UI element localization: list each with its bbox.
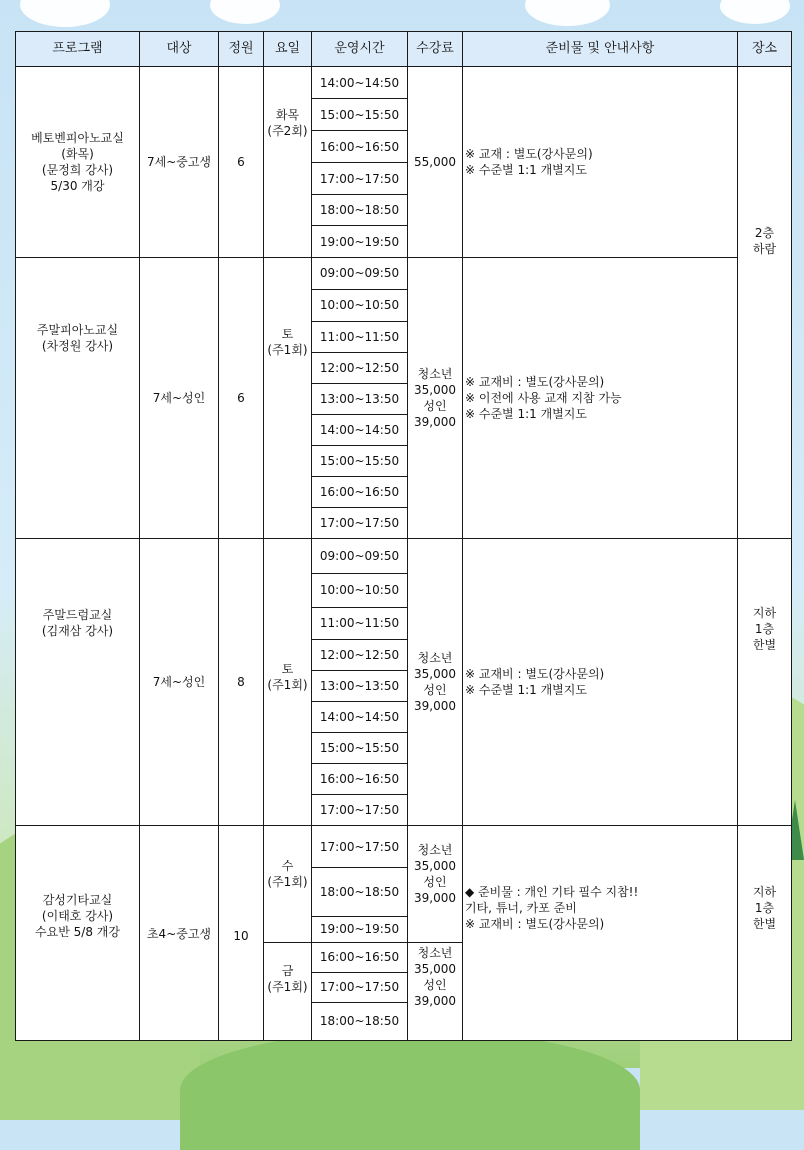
- fee-line: 55,000: [414, 154, 456, 169]
- time-slot-cell: 09:00~09:50: [312, 539, 408, 573]
- header-target: 대상: [140, 32, 219, 67]
- target-cell: 7세~중고생: [140, 67, 219, 258]
- note-line: ※ 수준별 1:1 개별지도: [465, 162, 587, 177]
- fee-line: 39,000: [414, 993, 456, 1008]
- table-row: [16, 826, 792, 868]
- fee-cell: [408, 539, 463, 826]
- table-row: [16, 539, 792, 573]
- target-cell: [140, 826, 219, 1041]
- time-slot-cell: 19:00~19:50: [312, 226, 408, 257]
- day-line: (주1회): [267, 678, 308, 693]
- fee-line: 성인: [423, 398, 447, 413]
- fee-line: 청소년: [417, 651, 453, 666]
- fee-line: 35,000: [414, 382, 456, 397]
- time-slot-cell: 19:00~19:50: [312, 916, 408, 942]
- program-name-line: (이태호 강사): [41, 909, 114, 924]
- header-notes: 준비물 및 안내사항: [463, 32, 738, 67]
- program-schedule-table: [15, 31, 792, 1041]
- time-slot-cell: 18:00~18:50: [312, 1002, 408, 1040]
- table-header-row: [16, 32, 792, 67]
- notes-cell: [463, 257, 738, 539]
- time-slot-cell: 17:00~17:50: [312, 508, 408, 539]
- program-name-cell: [16, 257, 140, 539]
- notes-cell: [463, 539, 738, 826]
- time-slot-cell: 17:00~17:50: [312, 972, 408, 1002]
- time-slot-cell: 13:00~13:50: [312, 383, 408, 414]
- note-line: ◆ 준비물 : 개인 기타 필수 지참!!: [465, 885, 639, 900]
- day-line: 화목: [275, 108, 300, 122]
- cloud-decoration: [210, 0, 280, 24]
- fee-line: 성인: [423, 683, 447, 698]
- time-slot-cell: 15:00~15:50: [312, 446, 408, 477]
- program-name-line: (문정희 강사): [41, 162, 114, 177]
- note-line: ※ 수준별 1:1 개별지도: [465, 683, 587, 698]
- fee-cell: [408, 67, 463, 258]
- day-cell: [264, 257, 312, 539]
- day-line: 수: [281, 859, 294, 874]
- time-slot-cell: 14:00~14:50: [312, 67, 408, 99]
- hill-decoration: [180, 1030, 640, 1150]
- time-slot-cell: 14:00~14:50: [312, 415, 408, 446]
- time-slot-cell: 16:00~16:50: [312, 764, 408, 795]
- target-cell: 7세~성인: [140, 257, 219, 539]
- day-line: 금: [281, 963, 294, 978]
- time-slot-cell: 16:00~16:50: [312, 131, 408, 163]
- program-name-cell: [16, 826, 140, 1041]
- notes-cell: [463, 67, 738, 258]
- program-name-line: (화목): [61, 146, 94, 161]
- fee-line: 35,000: [414, 961, 456, 976]
- time-slot-cell: 16:00~16:50: [312, 477, 408, 508]
- location-line: 지하: [752, 606, 777, 621]
- fee-line: 청소년: [417, 945, 453, 960]
- fee-cell: [408, 942, 463, 1040]
- day-cell: [264, 826, 312, 942]
- note-line: ※ 교재 : 별도(강사문의): [465, 146, 593, 161]
- fee-line: 성인: [423, 875, 447, 890]
- time-slot-cell: 12:00~12:50: [312, 352, 408, 383]
- header-capacity: 정원: [219, 32, 264, 67]
- time-slot-cell: 09:00~09:50: [312, 257, 408, 289]
- location-cell: [738, 67, 792, 539]
- target-cell: 7세~성인: [140, 539, 219, 826]
- program-name-line: 베토벤피아노교실: [31, 130, 124, 145]
- day-line: 토: [281, 662, 294, 677]
- location-cell: [738, 539, 792, 826]
- note-line: ※ 교재비 : 별도(강사문의): [465, 667, 605, 682]
- time-slot-cell: 15:00~15:50: [312, 732, 408, 763]
- fee-line: 39,000: [414, 699, 456, 714]
- day-line: (주1회): [267, 979, 308, 994]
- time-slot-cell: 11:00~11:50: [312, 321, 408, 352]
- fee-line: 35,000: [414, 859, 456, 874]
- cloud-decoration: [720, 0, 790, 24]
- program-name-line: (김재삼 강사): [41, 624, 114, 639]
- program-name-line: 감성기타교실: [42, 893, 113, 908]
- location-line: 하람: [752, 242, 777, 256]
- note-line: ※ 교재비 : 별도(강사문의): [465, 374, 605, 389]
- location-line: 한별: [752, 638, 777, 653]
- fee-cell: [408, 826, 463, 942]
- time-slot-cell: 14:00~14:50: [312, 701, 408, 732]
- table-row: [16, 67, 792, 99]
- location-line: 1층: [754, 622, 775, 637]
- program-name-line: 주말드럼교실: [42, 608, 113, 623]
- program-name-line: 주말피아노교실: [36, 322, 119, 337]
- note-line: ※ 수준별 1:1 개별지도: [465, 406, 587, 421]
- fee-line: 39,000: [414, 414, 456, 429]
- note-line: ※ 이전에 사용 교재 지참 가능: [465, 390, 622, 405]
- location-line: 지하: [752, 885, 777, 900]
- time-slot-cell: 12:00~12:50: [312, 639, 408, 670]
- table-row: [16, 257, 792, 289]
- time-slot-cell: 17:00~17:50: [312, 795, 408, 826]
- time-slot-cell: 10:00~10:50: [312, 573, 408, 607]
- fee-line: 청소년: [417, 843, 453, 858]
- time-slot-cell: 17:00~17:50: [312, 163, 408, 195]
- capacity-cell: 6: [219, 257, 264, 539]
- day-cell: [264, 942, 312, 1040]
- header-program: 프로그램: [16, 32, 140, 67]
- fee-cell: [408, 257, 463, 539]
- time-slot-cell: 17:00~17:50: [312, 826, 408, 868]
- capacity-cell: 6: [219, 67, 264, 258]
- target-text: 초4~중고생: [146, 927, 212, 942]
- capacity-text: 10: [233, 929, 249, 944]
- time-slot-cell: 18:00~18:50: [312, 868, 408, 916]
- note-line: ※ 교재비 : 별도(강사문의): [465, 917, 605, 932]
- day-line: (주2회): [267, 124, 308, 138]
- header-location: 장소: [738, 32, 792, 67]
- location-line: 2층: [754, 226, 775, 240]
- day-line: (주1회): [267, 342, 308, 357]
- program-name-cell: [16, 539, 140, 826]
- program-name-cell: [16, 67, 140, 258]
- location-line: 1층: [754, 901, 775, 916]
- time-slot-cell: 15:00~15:50: [312, 99, 408, 131]
- program-name-line: (차정원 강사): [41, 338, 114, 353]
- day-cell: [264, 539, 312, 826]
- capacity-cell: [219, 826, 264, 1041]
- program-name-line: 수요반 5/8 개강: [35, 925, 120, 940]
- fee-line: 39,000: [414, 891, 456, 906]
- cloud-decoration: [20, 0, 110, 27]
- capacity-cell: 8: [219, 539, 264, 826]
- notes-cell: [463, 826, 738, 1041]
- time-slot-cell: 16:00~16:50: [312, 942, 408, 972]
- day-line: (주1회): [267, 875, 308, 890]
- cloud-decoration: [525, 0, 610, 26]
- time-slot-cell: 10:00~10:50: [312, 289, 408, 321]
- time-slot-cell: 13:00~13:50: [312, 670, 408, 701]
- location-line: 한별: [752, 917, 777, 932]
- day-cell: [264, 67, 312, 258]
- time-slot-cell: 18:00~18:50: [312, 195, 408, 226]
- time-slot-cell: 11:00~11:50: [312, 607, 408, 639]
- header-time: 운영시간: [312, 32, 408, 67]
- day-line: 토: [281, 326, 294, 341]
- location-cell: [738, 826, 792, 1041]
- fee-line: 청소년: [417, 366, 453, 381]
- program-name-line: 5/30 개강: [50, 178, 105, 193]
- fee-line: 35,000: [414, 667, 456, 682]
- header-fee: 수강료: [408, 32, 463, 67]
- note-line: 기타, 튜너, 카포 준비: [465, 901, 577, 916]
- fee-line: 성인: [423, 977, 447, 992]
- header-day: 요일: [264, 32, 312, 67]
